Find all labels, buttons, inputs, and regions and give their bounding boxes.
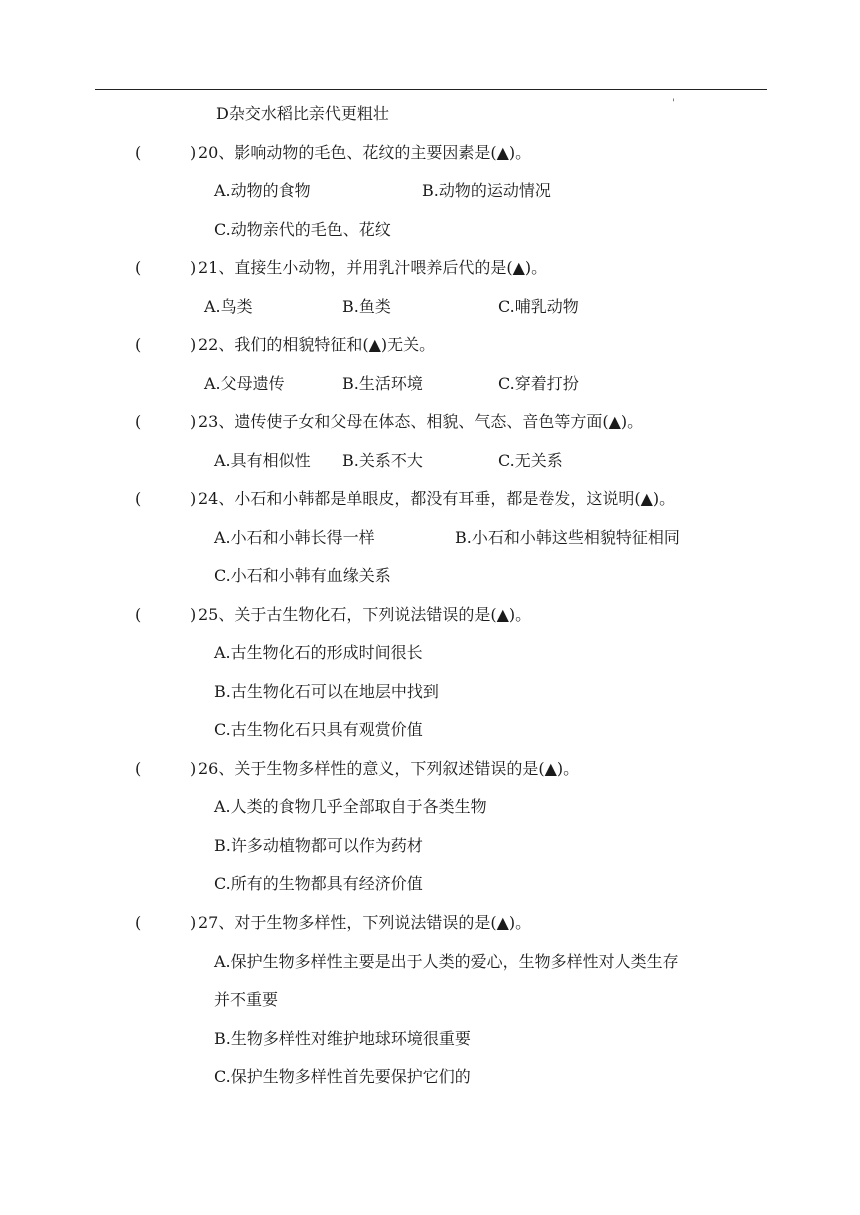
option-20-b: B.动物的运动情况: [422, 181, 551, 200]
option-19-d: D杂交水稻比亲代更粗壮: [216, 104, 389, 123]
question-23-text: 23、遗传使子女和父母在体态、相貌、气态、音色等方面(▲)。: [198, 412, 644, 431]
option-22-c: C.穿着打扮: [498, 374, 579, 393]
answer-paren-open-24: (: [135, 489, 142, 508]
header-mark: ': [672, 98, 675, 109]
answer-paren-open-23: (: [135, 412, 142, 431]
answer-paren-open-25: (: [135, 605, 142, 624]
question-20-text: 20、影响动物的毛色、花纹的主要因素是(▲)。: [198, 143, 532, 162]
option-25-b: B.古生物化石可以在地层中找到: [214, 682, 439, 701]
option-27-c: C.保护生物多样性首先要保护它们的: [214, 1067, 471, 1086]
option-20-c: C.动物亲代的毛色、花纹: [214, 220, 391, 239]
option-21-b: B.鱼类: [342, 297, 391, 316]
option-26-a: A.人类的食物几乎全部取自于各类生物: [214, 797, 487, 816]
question-26-text: 26、关于生物多样性的意义，下列叙述错误的是(▲)。: [198, 759, 580, 778]
answer-paren-close-21: ): [190, 258, 197, 277]
answer-paren-close-26: ): [190, 759, 197, 778]
option-25-a: A.古生物化石的形成时间很长: [214, 643, 423, 662]
option-21-a: A.鸟类: [204, 297, 253, 316]
option-24-c: C.小石和小韩有血缘关系: [214, 566, 391, 585]
answer-paren-open-22: (: [135, 335, 142, 354]
option-20-a: A.动物的食物: [214, 181, 311, 200]
option-26-c: C.所有的生物都具有经济价值: [214, 874, 423, 893]
question-24-text: 24、小石和小韩都是单眼皮，都没有耳垂，都是卷发，这说明(▲)。: [198, 489, 676, 508]
option-27-a: A.保护生物多样性主要是出于人类的爱心，生物多样性对人类生存: [214, 952, 679, 971]
question-27-text: 27、对于生物多样性，下列说法错误的是(▲)。: [198, 913, 532, 932]
answer-paren-open-20: (: [135, 143, 142, 162]
option-24-a: A.小石和小韩长得一样: [214, 528, 375, 547]
option-21-c: C.哺乳动物: [498, 297, 579, 316]
option-22-a: A.父母遗传: [204, 374, 285, 393]
answer-paren-open-26: (: [135, 759, 142, 778]
option-26-b: B.许多动植物都可以作为药材: [214, 836, 423, 855]
option-24-b: B.小石和小韩这些相貌特征相同: [455, 528, 680, 547]
answer-paren-close-27: ): [190, 913, 197, 932]
option-25-c: C.古生物化石只具有观赏价值: [214, 720, 423, 739]
answer-paren-close-22: ): [190, 335, 197, 354]
answer-paren-close-23: ): [190, 412, 197, 431]
option-27-b: B.生物多样性对维护地球环境很重要: [214, 1029, 471, 1048]
question-25-text: 25、关于古生物化石，下列说法错误的是(▲)。: [198, 605, 532, 624]
answer-paren-close-25: ): [190, 605, 197, 624]
question-21-text: 21、直接生小动物，并用乳汁喂养后代的是(▲)。: [198, 258, 548, 277]
answer-paren-close-24: ): [190, 489, 197, 508]
header-rule: [95, 89, 767, 90]
option-23-c: C.无关系: [498, 451, 563, 470]
option-27-a-continued: 并不重要: [214, 990, 279, 1009]
option-23-a: A.具有相似性: [214, 451, 311, 470]
answer-paren-open-27: (: [135, 913, 142, 932]
question-22-text: 22、我们的相貌特征和(▲)无关。: [198, 335, 436, 354]
option-23-b: B.关系不大: [342, 451, 423, 470]
answer-paren-open-21: (: [135, 258, 142, 277]
option-22-b: B.生活环境: [342, 374, 423, 393]
answer-paren-close-20: ): [190, 143, 197, 162]
